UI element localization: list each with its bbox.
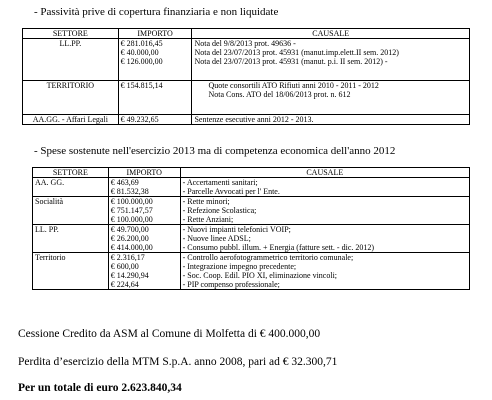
importo-cell xyxy=(108,197,180,225)
causale-text: - Accertamenti sanitari; xyxy=(182,178,258,187)
importo-value: € 14.290,94 xyxy=(110,271,149,280)
importo-value: € 154.815,14 xyxy=(120,81,163,90)
causale-text: - Consumo pubbl. illum. + Energia (fatture sett. - dic. 2012) xyxy=(182,243,375,252)
causale-text: Nota del 23/07/2013 prot. 45931 (manut. p.i. II sem. 2012) - xyxy=(194,57,388,66)
table-row xyxy=(23,81,470,115)
header-causale: CAUSALE xyxy=(180,168,469,178)
causale-cell xyxy=(180,253,469,290)
table-header-row xyxy=(33,168,470,178)
section2-heading: - Spese sostenute nell'esercizio 2013 ma di competenza economica dell'anno 2012 xyxy=(34,145,396,157)
table-row xyxy=(33,225,470,253)
settore-cell: AA.GG. - Affari Legali xyxy=(23,115,119,125)
settore-cell: AA. GG. xyxy=(33,178,109,197)
settore-cell: Socialità xyxy=(33,197,109,225)
spese-table xyxy=(32,167,470,290)
causale-text: - Rette Anziani; xyxy=(182,215,234,224)
perdita-esercizio-text: Perdita d’esercizio della MTM S.p.A. anno 2008, pari ad € 32.300,71 xyxy=(18,356,338,368)
causale-cell xyxy=(192,39,470,81)
settore-cell: Territorio xyxy=(33,253,109,290)
passivita-table xyxy=(22,28,470,125)
header-causale: CAUSALE xyxy=(192,29,470,39)
importo-cell xyxy=(108,178,180,197)
causale-text: - Parcelle Avvocati per l' Ente. xyxy=(182,187,280,196)
causale-text: - Soc. Coop. Edil. PIO XI, eliminazione vincoli; xyxy=(182,271,338,280)
importo-value: € 49.700,00 xyxy=(110,225,149,234)
importo-cell xyxy=(108,253,180,290)
table-row xyxy=(33,197,470,225)
causale-cell xyxy=(180,225,469,253)
header-settore: SETTORE xyxy=(33,168,109,178)
section1-heading: - Passività prive di copertura finanziaria e non liquidate xyxy=(34,6,279,18)
causale-text: Nota Cons. ATO del 18/06/2013 prot. n. 612 xyxy=(208,90,351,99)
table-row xyxy=(33,178,470,197)
importo-value: € 49.232,65 xyxy=(120,115,159,124)
causale-cell xyxy=(180,197,469,225)
table-row xyxy=(23,39,470,81)
causale-text: - Nuovi impianti telefonici VOIP; xyxy=(182,225,291,234)
causale-text: Quote consortili ATO Rifiuti anni 2010 - 2011 - 2012 xyxy=(208,81,379,90)
totale-text: Per un totale di euro 2.623.840,34 xyxy=(18,382,182,394)
importo-cell xyxy=(118,81,192,115)
importo-value: € 26.200,00 xyxy=(110,234,149,243)
table-row xyxy=(23,115,470,125)
causale-cell xyxy=(192,81,470,115)
settore-cell: LL. PP. xyxy=(33,225,109,253)
header-importo: IMPORTO xyxy=(108,168,180,178)
importo-cell xyxy=(118,39,192,81)
header-importo: IMPORTO xyxy=(118,29,192,39)
table-header-row xyxy=(23,29,470,39)
causale-text: - PIP compenso professionale; xyxy=(182,280,280,289)
importo-value: € 81.532,38 xyxy=(110,187,149,196)
table-row xyxy=(33,253,470,290)
settore-cell: TERRITORIO xyxy=(23,81,119,115)
causale-text: Nota del 9/8/2013 prot. 49636 - xyxy=(194,39,296,48)
importo-cell xyxy=(118,115,192,125)
settore-cell: LL.PP. xyxy=(23,39,119,81)
importo-value: € 100.000,00 xyxy=(110,197,153,206)
causale-text: Sentenze esecutive anni 2012 - 2013. xyxy=(194,115,314,124)
importo-value: € 751.147,57 xyxy=(110,206,153,215)
header-settore: SETTORE xyxy=(23,29,119,39)
importo-value: € 40.000,00 xyxy=(120,48,159,57)
cessione-credito-text: Cessione Credito da ASM al Comune di Molfetta di € 400.000,00 xyxy=(18,328,321,340)
causale-text: Nota del 23/07/2013 prot. 45931 (manut.imp.elett.II sem. 2012) xyxy=(194,48,399,57)
importo-value: € 281.016,45 xyxy=(120,39,163,48)
causale-text: - Refezione Scolastica; xyxy=(182,206,257,215)
importo-value: € 463,69 xyxy=(110,178,139,187)
causale-text: - Nuove linee ADSL; xyxy=(182,234,251,243)
importo-value: € 600,00 xyxy=(110,262,139,271)
causale-text: - Integrazione impegno precedente; xyxy=(182,262,297,271)
importo-value: € 126.000,00 xyxy=(120,57,163,66)
importo-value: € 414.000,00 xyxy=(110,243,153,252)
importo-value: € 2.316,17 xyxy=(110,253,145,262)
causale-cell xyxy=(192,115,470,125)
importo-value: € 100.000,00 xyxy=(110,215,153,224)
causale-text: - Rette minori; xyxy=(182,197,230,206)
importo-cell xyxy=(108,225,180,253)
importo-value: € 224,64 xyxy=(110,280,139,289)
causale-cell xyxy=(180,178,469,197)
causale-text: - Controllo aerofotogrammetrico territorio comunale; xyxy=(182,253,354,262)
